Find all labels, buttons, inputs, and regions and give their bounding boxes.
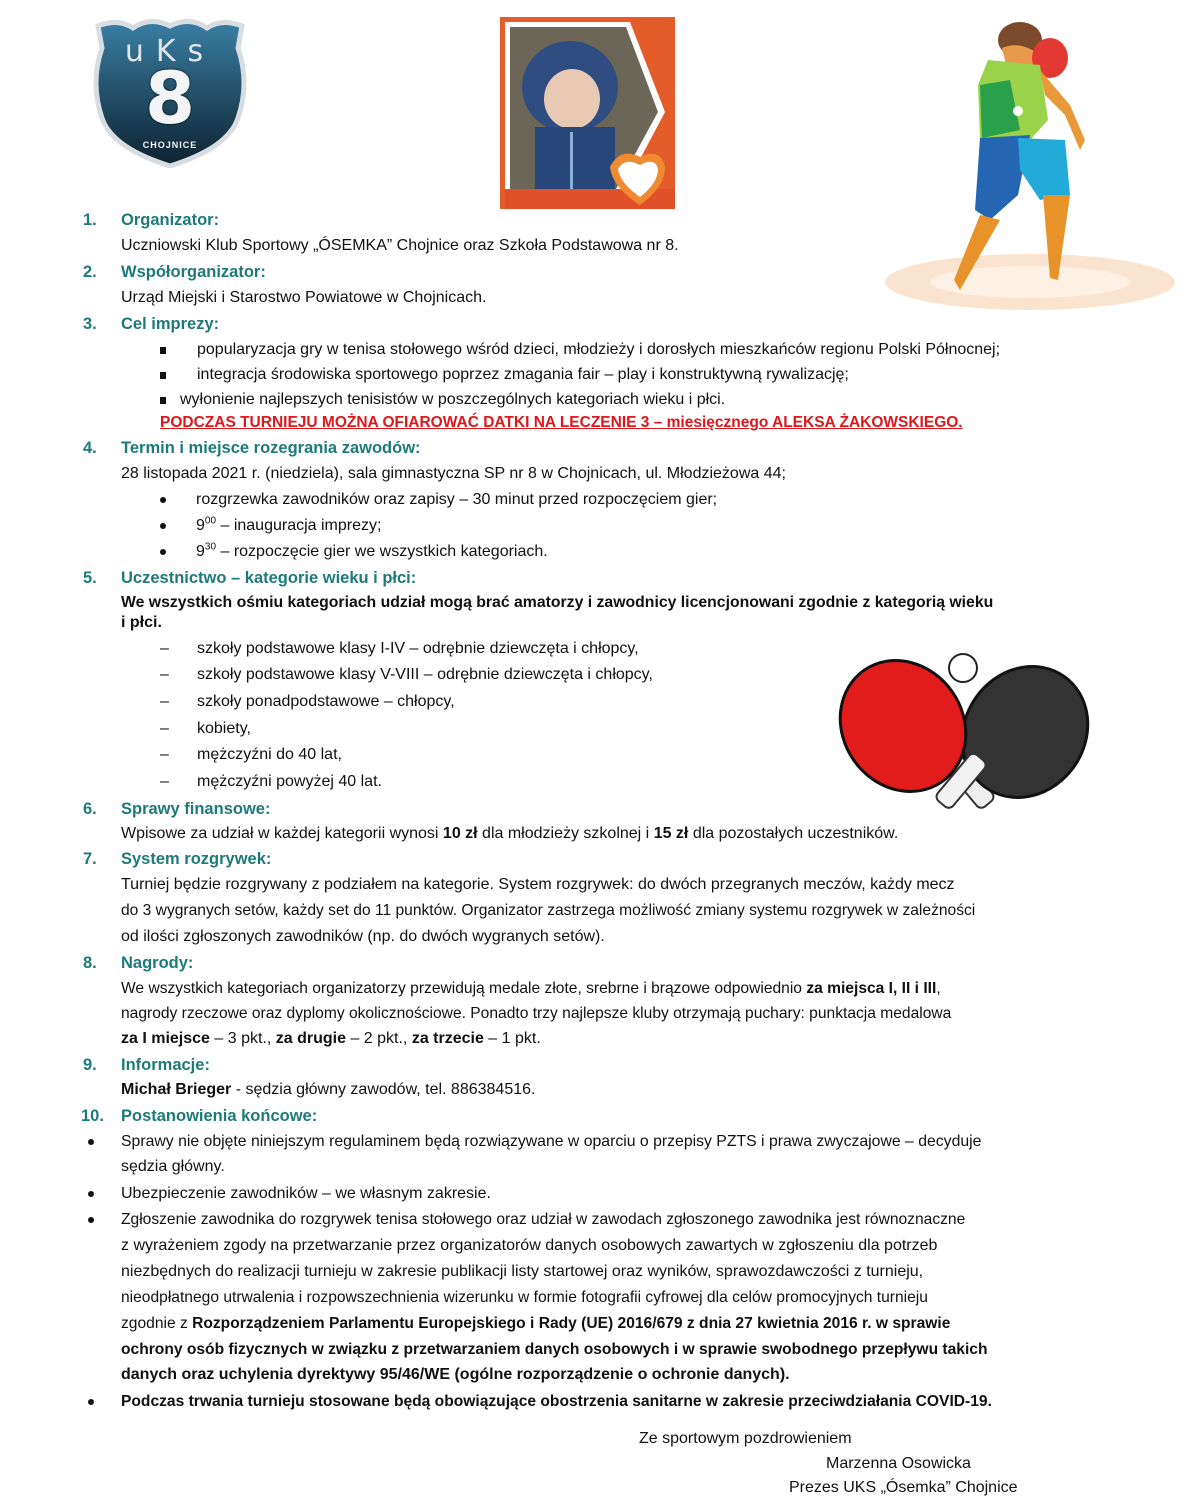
section-7-text: Turniej będzie rozgrywany z podziałem na kategorie. System rozgrywek: do dwóch przegranych meczów, każdy mecz: [121, 876, 955, 893]
section-6-number: 6.: [83, 800, 97, 818]
section-8-text: za I miejsce – 3 pkt., za drugie – 2 pkt., za trzecie – 1 pkt.: [121, 1030, 541, 1047]
dash-bullet-icon: –: [160, 720, 169, 737]
final-provision: Zgłoszenie zawodnika do rozgrywek tenisa stołowego oraz udział w zawodach zgłoszonego zawodnika jest równoznaczne: [121, 1211, 966, 1228]
logo-number: 8: [144, 56, 196, 140]
final-provision-cont: niezbędnych do realizacji turnieju w zakresie publikacji listy startowej oraz wyników, sprawozdawczości z turnieju,: [121, 1263, 924, 1280]
section-8-text: nagrody rzeczowe oraz dyplomy okolicznościowe. Ponadto trzy najlepsze kluby otrzymają puchary: punktacja medalowa: [121, 1005, 952, 1022]
category-item: szkoły podstawowe klasy V-VIII – odrębnie dziewczęta i chłopcy,: [197, 666, 653, 683]
section-5-title: Uczestnictwo – kategorie wieku i płci:: [121, 569, 417, 587]
section-8-number: 8.: [83, 954, 97, 972]
section-10-number: 10.: [81, 1107, 104, 1125]
bullet-icon: [88, 1217, 94, 1223]
bullet-icon: [160, 549, 166, 555]
section-4-title: Termin i miejsce rozegrania zawodów:: [121, 439, 421, 457]
section-8-text: We wszystkich kategoriach organizatorzy przewidują medale złote, srebrne i brązowe odpowiednio za miejsca I, II i III,: [121, 980, 941, 997]
bullet-icon: [160, 523, 166, 529]
section-5-text: We wszystkich ośmiu kategoriach udział mogą brać amatorzy i zawodnicy licencjonowani zgodnie z kategorią wieku: [121, 594, 994, 611]
goal-item: popularyzacja gry w tenisa stołowego wśród dzieci, młodzieży i dorosłych mieszkańców regionu Polski Północnej;: [197, 341, 1001, 358]
section-2-number: 2.: [83, 263, 97, 281]
final-provision-cont: z wyrażeniem zgody na przetwarzanie przez organizatorów danych osobowych zawartych w zgłoszeniu dla potrzeb: [121, 1237, 938, 1254]
section-1-number: 1.: [83, 211, 97, 229]
final-provision: Ubezpieczenie zawodników – we własnym zakresie.: [121, 1185, 491, 1202]
category-item: szkoły ponadpodstawowe – chłopcy,: [197, 693, 455, 710]
goal-item: wyłonienie najlepszych tenisistów w poszczególnych kategoriach wieku i płci.: [180, 391, 726, 408]
logo-city: CHOJNICE: [142, 140, 198, 150]
section-7-title: System rozgrywek:: [121, 850, 272, 868]
section-2-text: Urząd Miejski i Starostwo Powiatowe w Chojnicach.: [121, 289, 487, 306]
final-provision: Podczas trwania turnieju stosowane będą obowiązujące obostrzenia sanitarne w zakresie przeciwdziałania COVID-19.: [121, 1393, 992, 1410]
final-provision: Sprawy nie objęte niniejszym regulaminem będą rozwiązywane w oparciu o przepisy PZTS i prawa zwyczajowe – decyduje: [121, 1133, 982, 1150]
schedule-item: rozgrzewka zawodników oraz zapisy – 30 minut przed rozpoczęciem gier;: [196, 491, 718, 508]
crossed-paddles-image: [835, 650, 1095, 815]
category-item: szkoły podstawowe klasy I-IV – odrębnie dziewczęta i chłopcy,: [197, 640, 639, 657]
dash-bullet-icon: –: [160, 666, 169, 683]
table-tennis-player-figure: [880, 10, 1180, 310]
signature-greeting: Ze sportowym pozdrowieniem: [639, 1430, 852, 1447]
dash-bullet-icon: –: [160, 746, 169, 763]
schedule-item: $9^{30}$ – rozpoczęcie gier we wszystkich kategoriach.: [196, 541, 548, 560]
child-photo: [500, 17, 675, 209]
section-10-title: Postanowienia końcowe:: [121, 1107, 318, 1125]
final-provision-cont: sędzia główny.: [121, 1158, 225, 1175]
section-7-text: od ilości zgłoszonych zawodników (np. do dwóch wygranych setów).: [121, 928, 605, 945]
final-provision-cont: ochrony osób fizycznych w związku z przetwarzaniem danych osobowych i w sprawie swobodnego przepływu takich: [121, 1341, 988, 1358]
section-1-text: Uczniowski Klub Sportowy „ÓSEMKA” Chojnice oraz Szkoła Podstawowa nr 8.: [121, 237, 679, 254]
section-7-text: do 3 wygranych setów, każdy set do 11 punktów. Organizator zastrzega możliwość zmiany systemu rozgrywek w zależności: [121, 902, 976, 919]
dash-bullet-icon: –: [160, 693, 169, 710]
signature-name: Marzenna Osowicka: [826, 1455, 971, 1472]
section-7-number: 7.: [83, 850, 97, 868]
square-bullet-icon: [160, 397, 166, 404]
section-9-number: 9.: [83, 1056, 97, 1074]
square-bullet-icon: [160, 372, 166, 379]
donation-notice: PODCZAS TURNIEJU MOŻNA OFIAROWAĆ DATKI NA LECZENIE 3 – miesięcznego ALEKSA ŻAKOWSKIEGO.: [160, 414, 963, 431]
category-item: mężczyźni do 40 lat,: [197, 746, 342, 763]
goal-item: integracja środowiska sportowego poprzez zmagania fair – play i konstruktywną rywalizację;: [197, 366, 849, 383]
logo-top-text: uKs: [124, 34, 216, 69]
bullet-icon: [88, 1399, 94, 1405]
section-5-number: 5.: [83, 569, 97, 587]
section-6-title: Sprawy finansowe:: [121, 800, 271, 818]
club-logo: [88, 8, 252, 168]
section-8-title: Nagrody:: [121, 954, 194, 972]
dash-bullet-icon: –: [160, 773, 169, 790]
bullet-icon: [88, 1191, 94, 1197]
section-3-number: 3.: [83, 315, 97, 333]
square-bullet-icon: [160, 347, 166, 354]
section-5-text-cont: i płci.: [121, 614, 162, 631]
final-provision-cont: nieodpłatnego utrwalenia i rozpowszechnienia wizerunku w formie fotografii cyfrowej dla celów promocyjnych turnieju: [121, 1289, 928, 1306]
signature-role: Prezes UKS „Ósemka” Chojnice: [789, 1479, 1018, 1496]
final-provision-cont: zgodnie z Rozporządzeniem Parlamentu Europejskiego i Rady (UE) 2016/679 z dnia 27 kwietnia 2016 r. w sprawie: [121, 1315, 951, 1332]
category-item: mężczyźni powyżej 40 lat.: [197, 773, 382, 790]
section-9-text: Michał Brieger - sędzia główny zawodów, tel. 886384516.: [121, 1081, 536, 1098]
dash-bullet-icon: –: [160, 640, 169, 657]
section-2-title: Współorganizator:: [121, 263, 266, 281]
section-1-title: Organizator:: [121, 211, 220, 229]
section-6-text: Wpisowe za udział w każdej kategorii wynosi 10 zł dla młodzieży szkolnej i 15 zł dla pozostałych uczestników.: [121, 825, 899, 842]
final-provision-cont: danych oraz uchylenia dyrektywy 95/46/WE (ogólne rozporządzenie o ochronie danych).: [121, 1366, 790, 1383]
bullet-icon: [88, 1139, 94, 1145]
section-4-number: 4.: [83, 439, 97, 457]
category-item: kobiety,: [197, 720, 251, 737]
section-9-title: Informacje:: [121, 1056, 210, 1074]
section-3-title: Cel imprezy:: [121, 315, 220, 333]
bullet-icon: [160, 497, 166, 503]
schedule-item: $9^{00}$ – inauguracja imprezy;: [196, 515, 382, 534]
section-4-text: 28 listopada 2021 r. (niedziela), sala gimnastyczna SP nr 8 w Chojnicach, ul. Młodzieżowa 44;: [121, 465, 786, 482]
